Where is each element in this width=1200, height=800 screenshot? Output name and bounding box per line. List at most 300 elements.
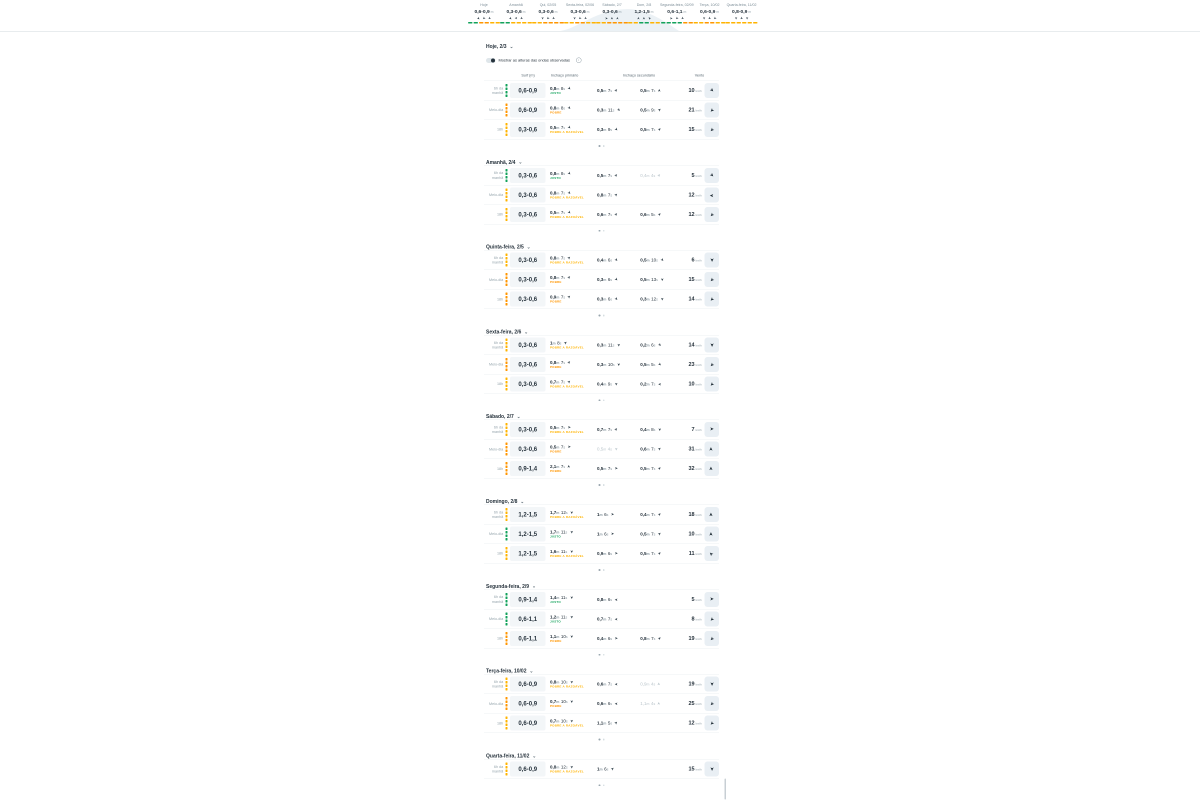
rating-tick (506, 508, 508, 511)
swell-period: 7s (651, 446, 656, 452)
pagination-dot[interactable] (598, 654, 600, 656)
day-condition-dashes (726, 22, 758, 24)
day-condition-dashes (596, 22, 628, 24)
swell-period: 5s (651, 361, 656, 367)
day-wind-arrows (694, 17, 726, 21)
wind-direction-button[interactable] (705, 207, 719, 222)
pagination-dot[interactable] (603, 230, 605, 232)
wind-direction-button[interactable] (705, 422, 719, 437)
swell-height: 0,8m (549, 764, 560, 770)
rating-tick (506, 635, 508, 638)
primary-swell (550, 190, 594, 195)
tertiary-swell-cell (637, 381, 680, 386)
pagination-dot[interactable] (603, 739, 605, 741)
wind-speed-unit: km/h (695, 683, 702, 687)
swell-height: 1,4m (549, 594, 560, 600)
wind-direction-button[interactable] (705, 461, 719, 476)
swell-height: 1m (597, 511, 603, 517)
time-label: 18h (496, 466, 504, 471)
swell-period: 6s (607, 257, 613, 263)
wind-arrow-icon: ➤ (572, 16, 577, 20)
day-surf-range: 1,2-1,5 m (634, 9, 654, 15)
day-wind-arrows (532, 17, 564, 21)
swell-height: 0,6m (597, 701, 607, 707)
height-unit: m (603, 89, 607, 93)
wind-direction-icon: ➤ (708, 700, 716, 708)
rating-tick (506, 264, 508, 267)
period-unit: s (653, 702, 656, 707)
secondary-swell-cell (594, 427, 637, 432)
height-unit: m (603, 683, 607, 687)
height-unit: m (603, 722, 607, 726)
swell-height: 0,3m (597, 277, 607, 283)
condition-dash (564, 22, 569, 24)
period-unit: s (565, 550, 568, 554)
rating-tick (506, 434, 508, 437)
period-unit: s (653, 109, 656, 113)
wind-direction-button[interactable] (705, 631, 719, 646)
secondary-swell (597, 597, 637, 602)
info-icon[interactable]: i (576, 58, 582, 64)
day-condition-dashes (500, 22, 532, 24)
swell-period: 7s (560, 125, 566, 130)
period-unit: s (653, 552, 656, 556)
wind-direction-button[interactable] (705, 292, 719, 307)
wind-speed-unit: km/h (695, 429, 702, 433)
section (484, 414, 719, 487)
rating-tick (506, 534, 508, 537)
period-unit: s (610, 193, 613, 198)
primary-swell (550, 595, 594, 600)
day-column[interactable] (694, 0, 726, 31)
forecast-row (484, 270, 719, 290)
swell-direction-icon: ➤ (656, 701, 662, 706)
pagination-dot[interactable] (598, 484, 600, 486)
wind-arrow-icon: ➤ (514, 16, 518, 21)
period-unit: s (565, 635, 568, 639)
swell-height: 0,3m (597, 296, 607, 302)
period-unit: s (612, 109, 615, 113)
pagination-dot[interactable] (598, 145, 600, 147)
swell-period: 11s (607, 342, 615, 348)
swell-period: 11s (607, 107, 615, 113)
swell-height: 0,3m (640, 296, 650, 302)
swell-height: 0,4m (640, 511, 650, 517)
wind-direction-button[interactable] (705, 376, 719, 391)
tertiary-swell (640, 701, 680, 706)
wind-arrow-icon: ➤ (604, 16, 608, 21)
pagination-dot[interactable] (598, 569, 600, 571)
pagination-dots (484, 224, 719, 232)
surf-range-cell: 0,3-0,6 (510, 253, 545, 268)
primary-swell (550, 719, 594, 724)
wind-direction-button[interactable] (705, 442, 719, 457)
swell-direction-icon: ➤ (567, 444, 571, 450)
height-unit: m (552, 341, 556, 346)
primary-swell-cell (547, 634, 594, 643)
wind-arrow-icon: ➤ (679, 15, 685, 21)
secondary-swell (597, 636, 637, 641)
rating-tick (506, 188, 508, 191)
wind-speed: 21 (688, 107, 695, 113)
time-label: 6h da manhã (491, 340, 504, 350)
period-unit: s (656, 278, 658, 283)
secondary-swell-cell (594, 108, 637, 113)
wind-speed-unit: km/h (695, 552, 702, 556)
surf-unit: m (649, 10, 654, 14)
swell-rating-label: POBRE (549, 639, 562, 643)
swell-direction-icon: ➤ (657, 361, 663, 367)
primary-swell (550, 634, 594, 639)
tertiary-swell (640, 277, 680, 282)
chevron-down-icon: ⌄ (529, 668, 534, 674)
condition-dash (705, 22, 710, 24)
pagination-dots (484, 479, 719, 487)
period-unit: s (563, 257, 566, 261)
wind-speed: 11 (688, 550, 695, 557)
wind-speed: 12 (688, 720, 695, 727)
forecast-row (484, 629, 719, 649)
tertiary-swell (640, 636, 680, 641)
rating-tick (506, 708, 508, 711)
swell-period: 7s (560, 359, 566, 365)
swell-height: 0,5m (640, 550, 650, 556)
section-title-label: Amanhã, 2/4 (486, 159, 516, 166)
day-condition-dashes (468, 22, 500, 24)
wind-direction-button[interactable] (705, 592, 719, 607)
wind-speed-unit: km/h (695, 298, 702, 302)
pagination-dot[interactable] (603, 145, 605, 147)
swell-rating-label: POBRE (549, 705, 562, 709)
secondary-swell-cell (594, 381, 637, 386)
day-surf-range: 0,3-0,6 m (538, 9, 558, 15)
swell-direction-icon: ➤ (656, 531, 663, 537)
pagination-dot[interactable] (598, 784, 600, 786)
condition-dash (694, 22, 699, 24)
wind-direction-button[interactable] (705, 696, 719, 711)
swell-direction-icon: ➤ (613, 126, 620, 133)
surf-range-cell: 0,6-0,9 (510, 716, 545, 731)
rating-tick (506, 280, 508, 283)
wind-arrow-icon: ➤ (744, 16, 750, 20)
rating-tick (506, 303, 508, 306)
period-unit: s (610, 683, 613, 687)
tertiary-swell-cell (637, 447, 680, 452)
condition-dash (506, 22, 511, 24)
chevron-down-icon: ⌄ (516, 414, 521, 420)
condition-dash (474, 22, 479, 24)
period-unit: s (653, 213, 656, 217)
swell-period: 6s (604, 511, 609, 517)
height-unit: m (603, 259, 607, 263)
height-unit: m (603, 363, 607, 367)
secondary-swell (597, 173, 637, 178)
tertiary-swell-cell (637, 277, 680, 282)
wind-direction-button[interactable] (705, 187, 719, 202)
rating-tick (506, 550, 508, 553)
day-column[interactable] (596, 0, 628, 31)
rating-tick (506, 466, 508, 469)
rating-tick (506, 554, 508, 557)
wind-direction-icon: ➤ (708, 531, 715, 537)
wind-speed-unit: km/h (695, 533, 702, 537)
pagination-dot[interactable] (603, 484, 605, 486)
rating-tick (506, 84, 508, 87)
swell-height: 0,5m (549, 125, 560, 130)
wind-direction-button[interactable] (705, 677, 719, 692)
wind-direction-button[interactable] (705, 168, 719, 183)
height-unit: m (603, 552, 607, 556)
wind-direction-button[interactable] (705, 526, 719, 541)
rating-tick (506, 300, 508, 303)
rating-tick (506, 284, 508, 287)
wind-speed-unit: km/h (695, 363, 702, 367)
rating-bar (505, 293, 509, 306)
wind-speed: 14 (688, 296, 695, 303)
day-wind-arrows (726, 17, 758, 21)
surf-unit: m (682, 10, 687, 14)
pagination-dot[interactable] (603, 315, 605, 317)
rating-bar (505, 462, 509, 475)
rating-bar (505, 358, 509, 371)
rating-bar (505, 104, 509, 117)
pagination-dot[interactable] (603, 784, 605, 786)
section-title[interactable] (486, 44, 719, 50)
day-column[interactable] (660, 0, 694, 31)
secondary-swell-cell (594, 297, 637, 302)
wind-direction-button[interactable] (705, 611, 719, 626)
section-title-label: Sexta-feira, 2/6 (486, 329, 522, 335)
day-wind-arrows (564, 17, 596, 21)
tertiary-swell-cell (637, 88, 680, 93)
swell-height: 0,5m (640, 466, 650, 472)
wind-direction-icon: ➤ (708, 211, 716, 218)
forecast-row (484, 590, 719, 610)
period-unit: s (653, 448, 656, 452)
wind-cell (681, 466, 702, 472)
pagination-dot[interactable] (598, 739, 600, 741)
time-label: 18h (496, 720, 504, 726)
wind-speed-unit: km/h (695, 598, 702, 602)
swell-period: 7s (560, 275, 566, 281)
period-unit: s (653, 428, 656, 433)
day-column[interactable] (628, 0, 660, 31)
secondary-swell-cell (594, 701, 637, 706)
wind-direction-button[interactable] (705, 761, 719, 776)
primary-swell-cell (547, 425, 594, 434)
swell-period: 7s (560, 464, 566, 470)
swell-rating-label: POBRE A RAZOÁVEL (549, 196, 584, 200)
wind-arrow-icon: ➤ (518, 15, 525, 21)
swell-direction-icon: ➤ (660, 297, 665, 301)
rating-tick (506, 473, 508, 476)
primary-swell-cell (547, 680, 594, 689)
waves-toggle[interactable] (486, 58, 496, 63)
swell-period: 6s (607, 277, 613, 283)
swell-height: 0,3m (597, 361, 607, 367)
swell-rating-label: POBRE A RAZOÁVEL (549, 346, 584, 350)
surf-range-cell: 0,6-0,9 (510, 677, 545, 692)
pagination-dot[interactable] (603, 569, 605, 571)
secondary-swell-cell (594, 362, 637, 367)
swell-period: 11s (560, 614, 568, 620)
swell-period: 12s (560, 509, 568, 515)
surf-unit: m (553, 10, 558, 14)
rating-tick (506, 527, 508, 530)
day-column[interactable] (532, 0, 564, 31)
period-unit: s (565, 596, 568, 600)
period-unit: s (653, 382, 656, 387)
primary-swell-cell (547, 106, 594, 115)
secondary-swell-cell (594, 721, 637, 726)
rating-tick (506, 704, 508, 707)
rating-tick (506, 430, 508, 433)
wind-direction-button[interactable] (705, 253, 719, 268)
wind-direction-icon: ➤ (709, 257, 715, 263)
swell-height: 1m (597, 531, 603, 537)
pagination-dot[interactable] (603, 654, 605, 656)
pagination-dot[interactable] (603, 399, 605, 401)
time-label: Meio-dia (488, 616, 504, 621)
condition-dash (688, 22, 693, 24)
swell-direction-icon: ➤ (657, 428, 663, 432)
wind-direction-button[interactable] (705, 122, 719, 137)
swell-rating-label: POBRE (549, 470, 562, 474)
forecast-row (484, 675, 719, 695)
primary-swell-cell (547, 171, 594, 180)
period-unit: s (653, 128, 656, 132)
height-unit: m (603, 343, 607, 348)
day-column[interactable] (564, 0, 596, 31)
wind-speed: 10 (688, 87, 695, 94)
surf-range-cell: 0,3-0,6 (510, 272, 545, 287)
wind-direction-button[interactable] (705, 716, 719, 731)
period-unit: s (656, 298, 658, 302)
swell-height: 0,6m (597, 211, 607, 217)
wind-speed-unit: km/h (695, 468, 702, 472)
condition-dash (549, 22, 554, 24)
wind-direction-button[interactable] (705, 103, 719, 118)
period-unit: s (610, 89, 613, 93)
time-label: 18h (496, 551, 504, 556)
wind-direction-button[interactable] (705, 272, 719, 287)
height-unit: m (556, 426, 560, 431)
height-unit: m (556, 700, 560, 705)
secondary-swell-cell (594, 551, 637, 556)
day-column[interactable] (500, 0, 532, 31)
day-label: Terça, 10/02 (699, 2, 720, 7)
wind-direction-button[interactable] (705, 507, 719, 522)
swell-period: 12s (651, 296, 658, 302)
pagination-dot[interactable] (598, 230, 600, 232)
swell-height: 1,1m (597, 720, 607, 726)
secondary-swell-cell (594, 447, 637, 452)
wind-speed: 15 (688, 126, 695, 133)
swell-period: 8s (557, 340, 562, 346)
forecast-row (484, 185, 719, 205)
surf-range-cell: 0,3-0,6 (510, 168, 545, 183)
wind-direction-button[interactable] (705, 546, 719, 561)
period-unit: s (610, 722, 613, 726)
period-unit: s (563, 380, 566, 385)
wind-direction-icon: ➤ (708, 380, 716, 388)
swell-direction-icon: ➤ (566, 255, 572, 261)
forecast-row (484, 355, 719, 375)
wind-direction-icon: ➤ (709, 192, 714, 198)
rating-tick (506, 107, 508, 110)
swell-direction-icon: ➤ (614, 447, 619, 451)
swell-direction-icon: ➤ (656, 126, 663, 133)
wind-direction-button[interactable] (705, 83, 719, 98)
swell-direction-icon: ➤ (657, 381, 662, 387)
swell-direction-icon: ➤ (614, 466, 619, 471)
rating-tick (506, 717, 508, 720)
primary-swell-cell (547, 360, 594, 369)
swell-period: 6s (607, 296, 613, 302)
swell-period: 11s (560, 529, 568, 535)
swell-direction-icon: ➤ (656, 211, 663, 217)
wind-cell (681, 211, 702, 217)
period-unit: s (612, 343, 615, 348)
tertiary-swell-cell (637, 362, 680, 367)
surf-range-cell: 0,3-0,6 (510, 422, 545, 437)
condition-dash (677, 22, 682, 24)
rating-tick (506, 261, 508, 264)
day-column[interactable] (468, 0, 500, 31)
condition-dash (683, 22, 688, 24)
pagination-dot[interactable] (598, 399, 600, 401)
swell-rating-label: JUSTO (549, 535, 561, 539)
swell-period: 10s (607, 361, 615, 367)
primary-swell (550, 614, 594, 619)
swell-period: 9s (651, 107, 656, 113)
wind-speed-unit: km/h (695, 174, 702, 178)
swell-period: 7s (651, 127, 656, 132)
day-column[interactable] (726, 0, 758, 31)
scrollbar-thumb[interactable] (725, 779, 727, 800)
rating-tick (506, 469, 508, 472)
wind-cell (681, 720, 702, 726)
wind-speed-unit: km/h (695, 448, 702, 452)
surf-unit: m (747, 10, 752, 14)
rating-tick (506, 88, 508, 91)
wind-direction-button[interactable] (705, 337, 719, 352)
period-unit: s (565, 511, 568, 515)
primary-swell (550, 425, 594, 430)
surf-range-cell: 0,3-0,6 (510, 122, 545, 137)
rating-bar (505, 762, 509, 775)
swell-period: 5s (607, 720, 613, 726)
rating-tick (506, 462, 508, 465)
swell-period: 7s (560, 209, 566, 215)
period-unit: s (606, 513, 609, 517)
wind-cell (681, 361, 702, 367)
wind-speed-unit: km/h (695, 383, 702, 387)
primary-swell-cell (547, 699, 594, 708)
condition-dash (650, 22, 655, 24)
height-unit: m (603, 109, 607, 113)
wind-direction-button[interactable] (705, 357, 719, 372)
secondary-swell (597, 342, 637, 347)
wind-arrow-icon: ➤ (486, 15, 493, 21)
tertiary-swell (640, 362, 680, 367)
wind-arrow-icon: ➤ (733, 16, 739, 20)
condition-dash (596, 22, 601, 24)
wind-arrow-icon: ➤ (706, 15, 713, 21)
condition-dash (490, 22, 495, 24)
height-unit: m (646, 174, 650, 178)
pagination-dot[interactable] (598, 315, 600, 317)
